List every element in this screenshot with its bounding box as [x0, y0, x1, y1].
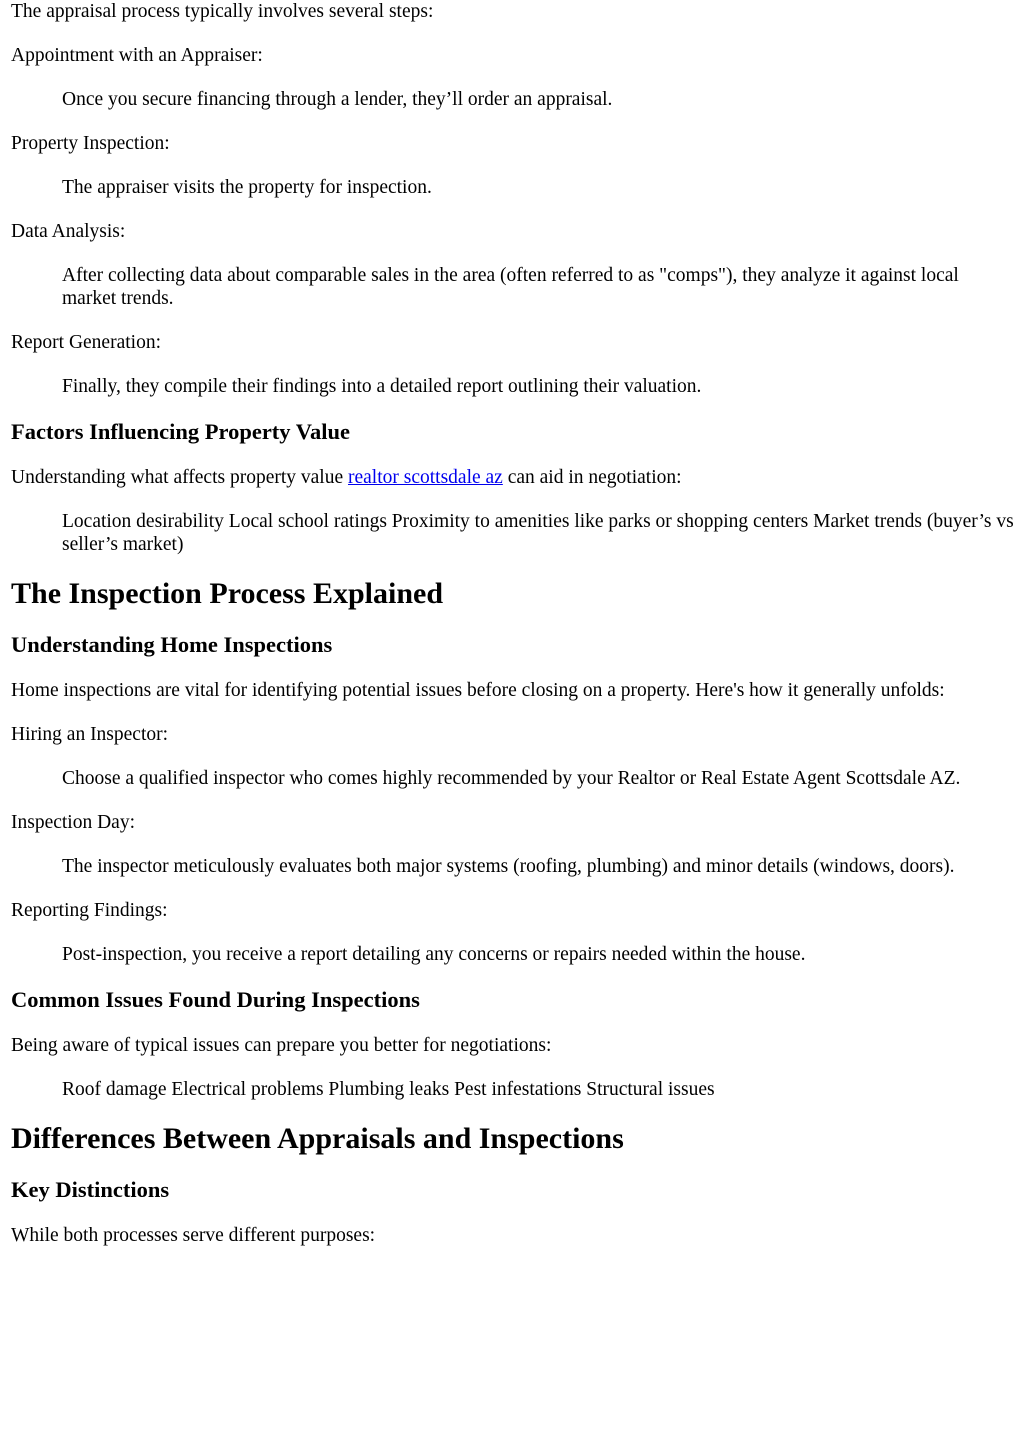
factors-heading: Factors Influencing Property Value: [11, 419, 350, 444]
inspection-subheading: Understanding Home Inspections: [11, 632, 333, 657]
appraisal-step-term: Data Analysis:: [11, 221, 126, 242]
inspection-step-detail: Post-inspection, you receive a report detailing any concerns or repairs needed within the house.: [62, 944, 806, 965]
appraisal-step-detail: Once you secure financing through a lender, they’ll order an appraisal.: [62, 89, 613, 110]
differences-heading: Differences Between Appraisals and Inspections: [11, 1122, 624, 1155]
inspection-step-term: Hiring an Inspector:: [11, 724, 169, 745]
common-issues-list-text: Roof damage Electrical problems Plumbing leaks Pest infestations Structural issues: [62, 1079, 715, 1100]
inspection-step-term: Inspection Day:: [11, 812, 136, 833]
factors-intro-before: Understanding what affects property value: [11, 467, 348, 488]
factors-intro: [11, 466, 1014, 489]
appraisal-step-detail: After collecting data about comparable sales in the area (often referred to as "comps"), they analyze it against local market trends.: [62, 265, 959, 309]
common-issues-heading: Common Issues Found During Inspections: [11, 987, 420, 1012]
appraisal-step-detail: Finally, they compile their findings into a detailed report outlining their valuation.: [62, 376, 702, 397]
appraisal-steps-list: [11, 44, 1014, 398]
realtor-scottsdale-link[interactable]: realtor scottsdale az: [347, 467, 503, 488]
inspection-step-detail: The inspector meticulously evaluates both major systems (roofing, plumbing) and minor details (windows, doors).: [62, 856, 955, 877]
article-page: [11, 0, 1014, 1247]
inspection-heading: The Inspection Process Explained: [11, 577, 443, 610]
appraisal-step-term: Appointment with an Appraiser:: [11, 45, 263, 66]
inspection-step-term: Reporting Findings:: [11, 900, 168, 921]
inspection-steps-list: [11, 723, 1014, 966]
appraisal-step-term: Report Generation:: [11, 332, 161, 353]
differences-intro: While both processes serve different purposes:: [11, 1225, 376, 1246]
differences-subheading: Key Distinctions: [11, 1177, 170, 1202]
common-issues-list: [11, 1078, 1014, 1101]
factors-intro-after: can aid in negotiation:: [502, 467, 682, 488]
inspection-intro: Home inspections are vital for identifying potential issues before closing on a property. Here's how it generally unfolds:: [11, 680, 945, 701]
inspection-step-detail: Choose a qualified inspector who comes highly recommended by your Realtor or Real Estate Agent Scottsdale AZ.: [62, 768, 961, 789]
appraisal-step-detail: The appraiser visits the property for inspection.: [62, 177, 432, 198]
appraisal-step-term: Property Inspection:: [11, 133, 170, 154]
appraisal-intro: The appraisal process typically involves several steps:: [11, 1, 434, 22]
factors-list-text: Location desirability Local school ratings Proximity to amenities like parks or shopping centers Market trends (buyer’s vs seller’s market): [62, 511, 1014, 555]
common-issues-intro: Being aware of typical issues can prepare you better for negotiations:: [11, 1035, 552, 1056]
factors-list: [11, 510, 1014, 556]
